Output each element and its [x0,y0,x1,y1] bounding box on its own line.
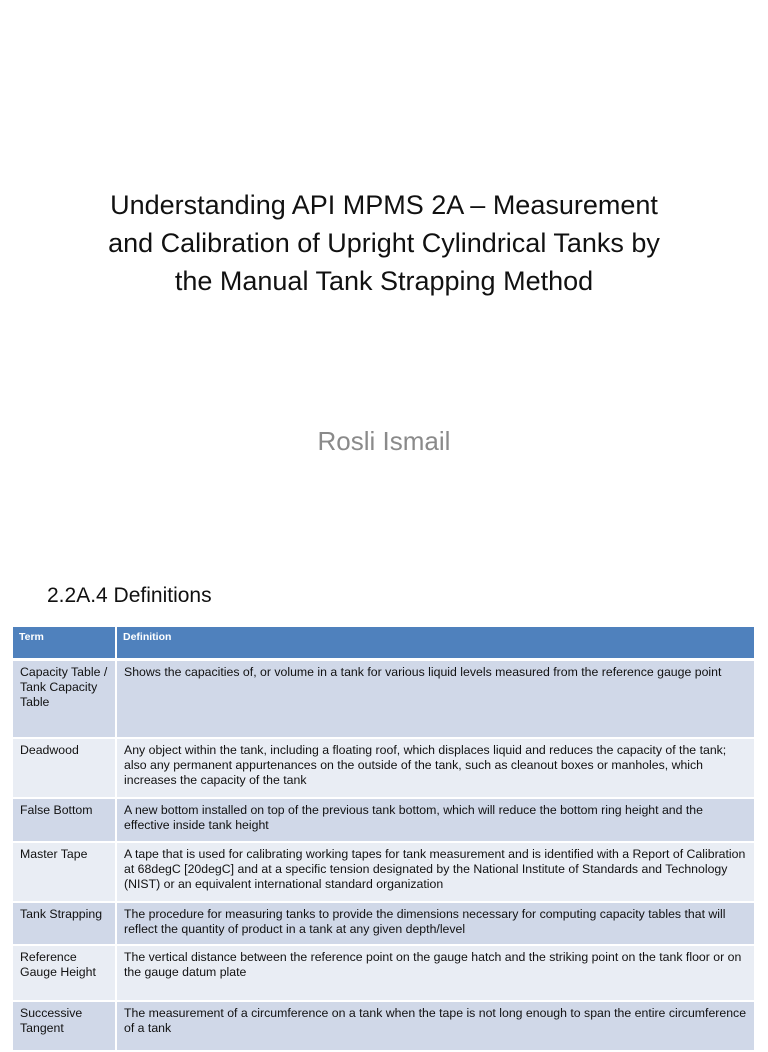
table-row [13,1001,755,1051]
term-cell: Tank Strapping [13,902,116,945]
term-cell: Reference Gauge Height [13,945,116,1001]
term-cell: False Bottom [13,798,116,842]
term-cell: Master Tape [13,842,116,902]
table-row [13,902,755,945]
term-cell: Capacity Table / Tank Capacity Table [13,660,116,739]
definition-cell: A new bottom installed on top of the previous tank bottom, which will reduce the bottom ring height and the effective inside tank height [116,798,755,842]
definition-cell: Any object within the tank, including a floating roof, which displaces liquid and reduces the capacity of the tank; also any permanent appurtenances on the outside of the tank, such as cleanout boxes or manholes, which increases the capacity of the tank [116,738,755,798]
table-row [13,945,755,1001]
table-row [13,660,755,739]
column-header-definition: Definition [116,627,755,660]
term-cell: Successive Tangent [13,1001,116,1051]
definition-cell: The vertical distance between the reference point on the gauge hatch and the striking point on the tank floor or on the gauge datum plate [116,945,755,1001]
definitions-table [13,627,756,1052]
definition-cell: The measurement of a circumference on a tank when the tape is not long enough to span the entire circumference of a tank [116,1001,755,1051]
definition-cell: Shows the capacities of, or volume in a tank for various liquid levels measured from the reference gauge point [116,660,755,739]
definition-cell: A tape that is used for calibrating working tapes for tank measurement and is identified with a Report of Calibration at 68degC [20degC] and at a specific tension designated by the National Institute of Standards and Technology (NIST) or an equivalent international standard organization [116,842,755,902]
title-line: Understanding API MPMS 2A – Measurement [110,190,658,220]
table-header-row [13,627,755,660]
column-header-term: Term [13,627,116,660]
definition-cell: The procedure for measuring tanks to provide the dimensions necessary for computing capacity tables that will reflect the quantity of product in a tank at any given depth/level [116,902,755,945]
section-heading: 2.2A.4 Definitions [47,584,212,607]
term-cell: Deadwood [13,738,116,798]
slide-title [40,186,728,300]
title-line: the Manual Tank Strapping Method [174,266,594,296]
table-row [13,842,755,902]
definitions-slide [0,576,768,1035]
table-row [13,738,755,798]
title-line: and Calibration of Upright Cylindrical Tanks by [108,228,660,258]
author-name: Rosli Ismail [317,426,451,456]
table-row [13,798,755,842]
